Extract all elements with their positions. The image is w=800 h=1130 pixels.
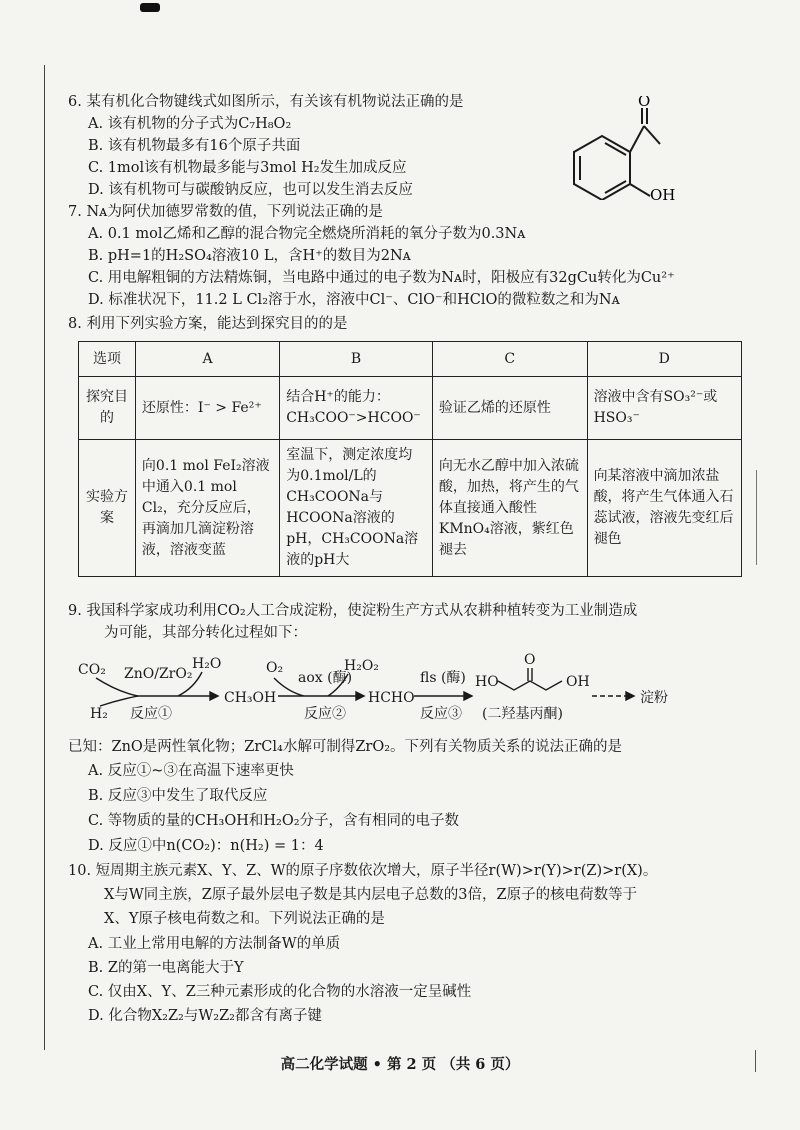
q9-reaction-scheme bbox=[78, 648, 718, 726]
q7-option-d: D. 标准状况下，11.2 L Cl₂溶于水，溶液中Cl⁻、ClO⁻和HClO的微粒数之和为Nᴀ bbox=[88, 292, 620, 308]
plan-cell-a: 向0.1 mol FeI₂溶液中通入0.1 mol Cl₂，充分反应后，再滴加几滴淀粉溶液，溶液变蓝 bbox=[135, 440, 279, 577]
q6-structure-diagram bbox=[560, 96, 710, 200]
q6-option-a: A. 该有机物的分子式为C₇H₈O₂ bbox=[88, 116, 292, 132]
header-cell-option: 选项 bbox=[79, 342, 136, 377]
scheme-step3: 反应③ bbox=[420, 706, 462, 722]
edge-mark bbox=[756, 470, 757, 565]
scheme-product-name: (二羟基丙酮) bbox=[482, 706, 563, 722]
q7-option-c: C. 用电解粗铜的方法精炼铜，当电路中通过的电子数为Nᴀ时，阳极应有32gCu转化为Cu²⁺ bbox=[88, 270, 675, 286]
row-label-purpose: 探究目的 bbox=[79, 377, 136, 440]
scheme-cat2: aox (酶) bbox=[298, 670, 353, 686]
arrowhead-to-starch bbox=[626, 692, 634, 700]
benzene-ring bbox=[574, 136, 630, 200]
scheme-h2: H₂ bbox=[90, 706, 108, 722]
methyl-bond bbox=[644, 126, 660, 144]
q8-experiment-table bbox=[78, 341, 742, 577]
purpose-cell-b: 结合H⁺的能力：CH₃COO⁻>HCOO⁻ bbox=[280, 377, 433, 440]
q10-stem-line3: X、Y原子核电荷数之和。下列说法正确的是 bbox=[104, 911, 385, 927]
header-cell-c: C bbox=[432, 342, 587, 377]
scheme-hcho: HCHO bbox=[368, 690, 415, 706]
q8-stem: 8. 利用下列实验方案，能达到探究目的的是 bbox=[68, 316, 348, 332]
scheme-h2o: H₂O bbox=[192, 656, 222, 672]
q10-option-b: B. Z的第一电离能大于Y bbox=[88, 960, 244, 976]
dha-skeleton bbox=[498, 681, 562, 690]
hydroxyl-label: OH bbox=[650, 186, 676, 200]
q6-option-d: D. 该有机物可与碳酸钠反应，也可以发生消去反应 bbox=[88, 182, 413, 198]
header-cell-a: A bbox=[135, 342, 279, 377]
table-row-purpose bbox=[79, 377, 742, 440]
row-label-plan: 实验方案 bbox=[79, 440, 136, 577]
q7-stem: 7. Nᴀ为阿伏加德罗常数的值，下列说法正确的是 bbox=[68, 204, 383, 220]
hydroxyl-bond bbox=[630, 184, 650, 196]
plan-cell-c: 向无水乙醇中加入浓硫酸，加热，将产生的气体直接通入酸性KMnO₄溶液，紫红色褪去 bbox=[432, 440, 587, 577]
q7-option-b: B. pH=1的H₂SO₄溶液10 L，含H⁺的数目为2Nᴀ bbox=[88, 248, 411, 264]
q6-option-c: C. 1mol该有机物最多能与3mol H₂发生加成反应 bbox=[88, 160, 407, 176]
scheme-step2: 反应② bbox=[304, 706, 346, 722]
ink-smudge bbox=[140, 3, 160, 12]
scheme-o2: O₂ bbox=[266, 660, 284, 676]
q7-option-a: A. 0.1 mol乙烯和乙醇的混合物完全燃烧所消耗的氧分子数为0.3Nᴀ bbox=[88, 226, 526, 242]
table-header-row bbox=[79, 342, 742, 377]
q10-option-d: D. 化合物X₂Z₂与W₂Z₂都含有离子键 bbox=[88, 1008, 322, 1024]
scheme-starch: 淀粉 bbox=[640, 690, 668, 706]
scheme-h2o2: H₂O₂ bbox=[344, 658, 379, 674]
scheme-cat3: fls (酶) bbox=[420, 670, 466, 686]
purpose-cell-a: 还原性：I⁻ > Fe²⁺ bbox=[135, 377, 279, 440]
binding-margin-line bbox=[44, 65, 45, 1050]
acyl-bond bbox=[630, 126, 644, 152]
q9-option-b: B. 反应③中发生了取代反应 bbox=[88, 788, 268, 804]
carbonyl-oxygen-label: O bbox=[638, 96, 651, 110]
q9-stem-line2: 为可能，其部分转化过程如下： bbox=[104, 625, 307, 641]
arrowhead-step1 bbox=[210, 692, 218, 700]
page-footer: 高二化学试题 • 第 2 页 （共 6 页） bbox=[280, 1056, 520, 1073]
q9-option-d: D. 反应①中n(CO₂)：n(H₂) = 1：4 bbox=[88, 838, 324, 854]
header-cell-d: D bbox=[587, 342, 741, 377]
q10-stem-line2: X与W同主族，Z原子最外层电子数是其内层电子总数的3倍，Z原子的核电荷数等于 bbox=[104, 887, 638, 903]
q10-option-a: A. 工业上常用电解的方法制备W的单质 bbox=[88, 936, 341, 952]
scheme-step1: 反应① bbox=[130, 706, 172, 722]
q6-option-b: B. 该有机物最多有16个原子共面 bbox=[88, 138, 301, 154]
q9-option-c: C. 等物质的量的CH₃OH和H₂O₂分子，含有相同的电子数 bbox=[88, 813, 460, 829]
q10-stem-line1: 10. 短周期主族元素X、Y、Z、W的原子序数依次增大，原子半径r(W)>r(Y)>r(Z)>r(X)。 bbox=[68, 863, 658, 879]
purpose-cell-d: 溶液中含有SO₃²⁻或HSO₃⁻ bbox=[587, 377, 741, 440]
plan-cell-b: 室温下，测定浓度均为0.1mol/L的CH₃COONa与HCOONa溶液的pH，CH₃COONa溶液的pH大 bbox=[280, 440, 433, 577]
q9-stem-line1: 9. 我国科学家成功利用CO₂人工合成淀粉，使淀粉生产方式从农耕种植转变为工业制造成 bbox=[68, 603, 638, 619]
table-row-plan bbox=[79, 440, 742, 577]
arrowhead-step3 bbox=[464, 692, 472, 700]
scheme-product-ho: HO bbox=[475, 674, 499, 690]
q9-option-a: A. 反应①~③在高温下速率更快 bbox=[88, 763, 294, 779]
plan-cell-d: 向某溶液中滴加浓盐酸，将产生气体通入石蕊试液，溶液先变红后褪色 bbox=[587, 440, 741, 577]
purpose-cell-c: 验证乙烯的还原性 bbox=[432, 377, 587, 440]
scheme-product-o: O bbox=[524, 652, 536, 668]
q6-stem: 6. 某有机化合物键线式如图所示，有关该有机物说法正确的是 bbox=[68, 94, 464, 110]
q10-option-c: C. 仅由X、Y、Z三种元素形成的化合物的水溶液一定呈碱性 bbox=[88, 984, 472, 1000]
scheme-co2: CO₂ bbox=[78, 662, 106, 678]
scheme-ch3oh: CH₃OH bbox=[224, 690, 277, 706]
header-cell-b: B bbox=[280, 342, 433, 377]
h2-feed-curve bbox=[100, 696, 138, 706]
scheme-cat1: ZnO/ZrO₂ bbox=[124, 666, 193, 682]
scheme-product-oh: OH bbox=[566, 674, 590, 690]
q9-known: 已知：ZnO是两性氧化物；ZrCl₄水解可制得ZrO₂。下列有关物质关系的说法正确的是 bbox=[68, 739, 623, 755]
arrowhead-step2 bbox=[356, 692, 364, 700]
